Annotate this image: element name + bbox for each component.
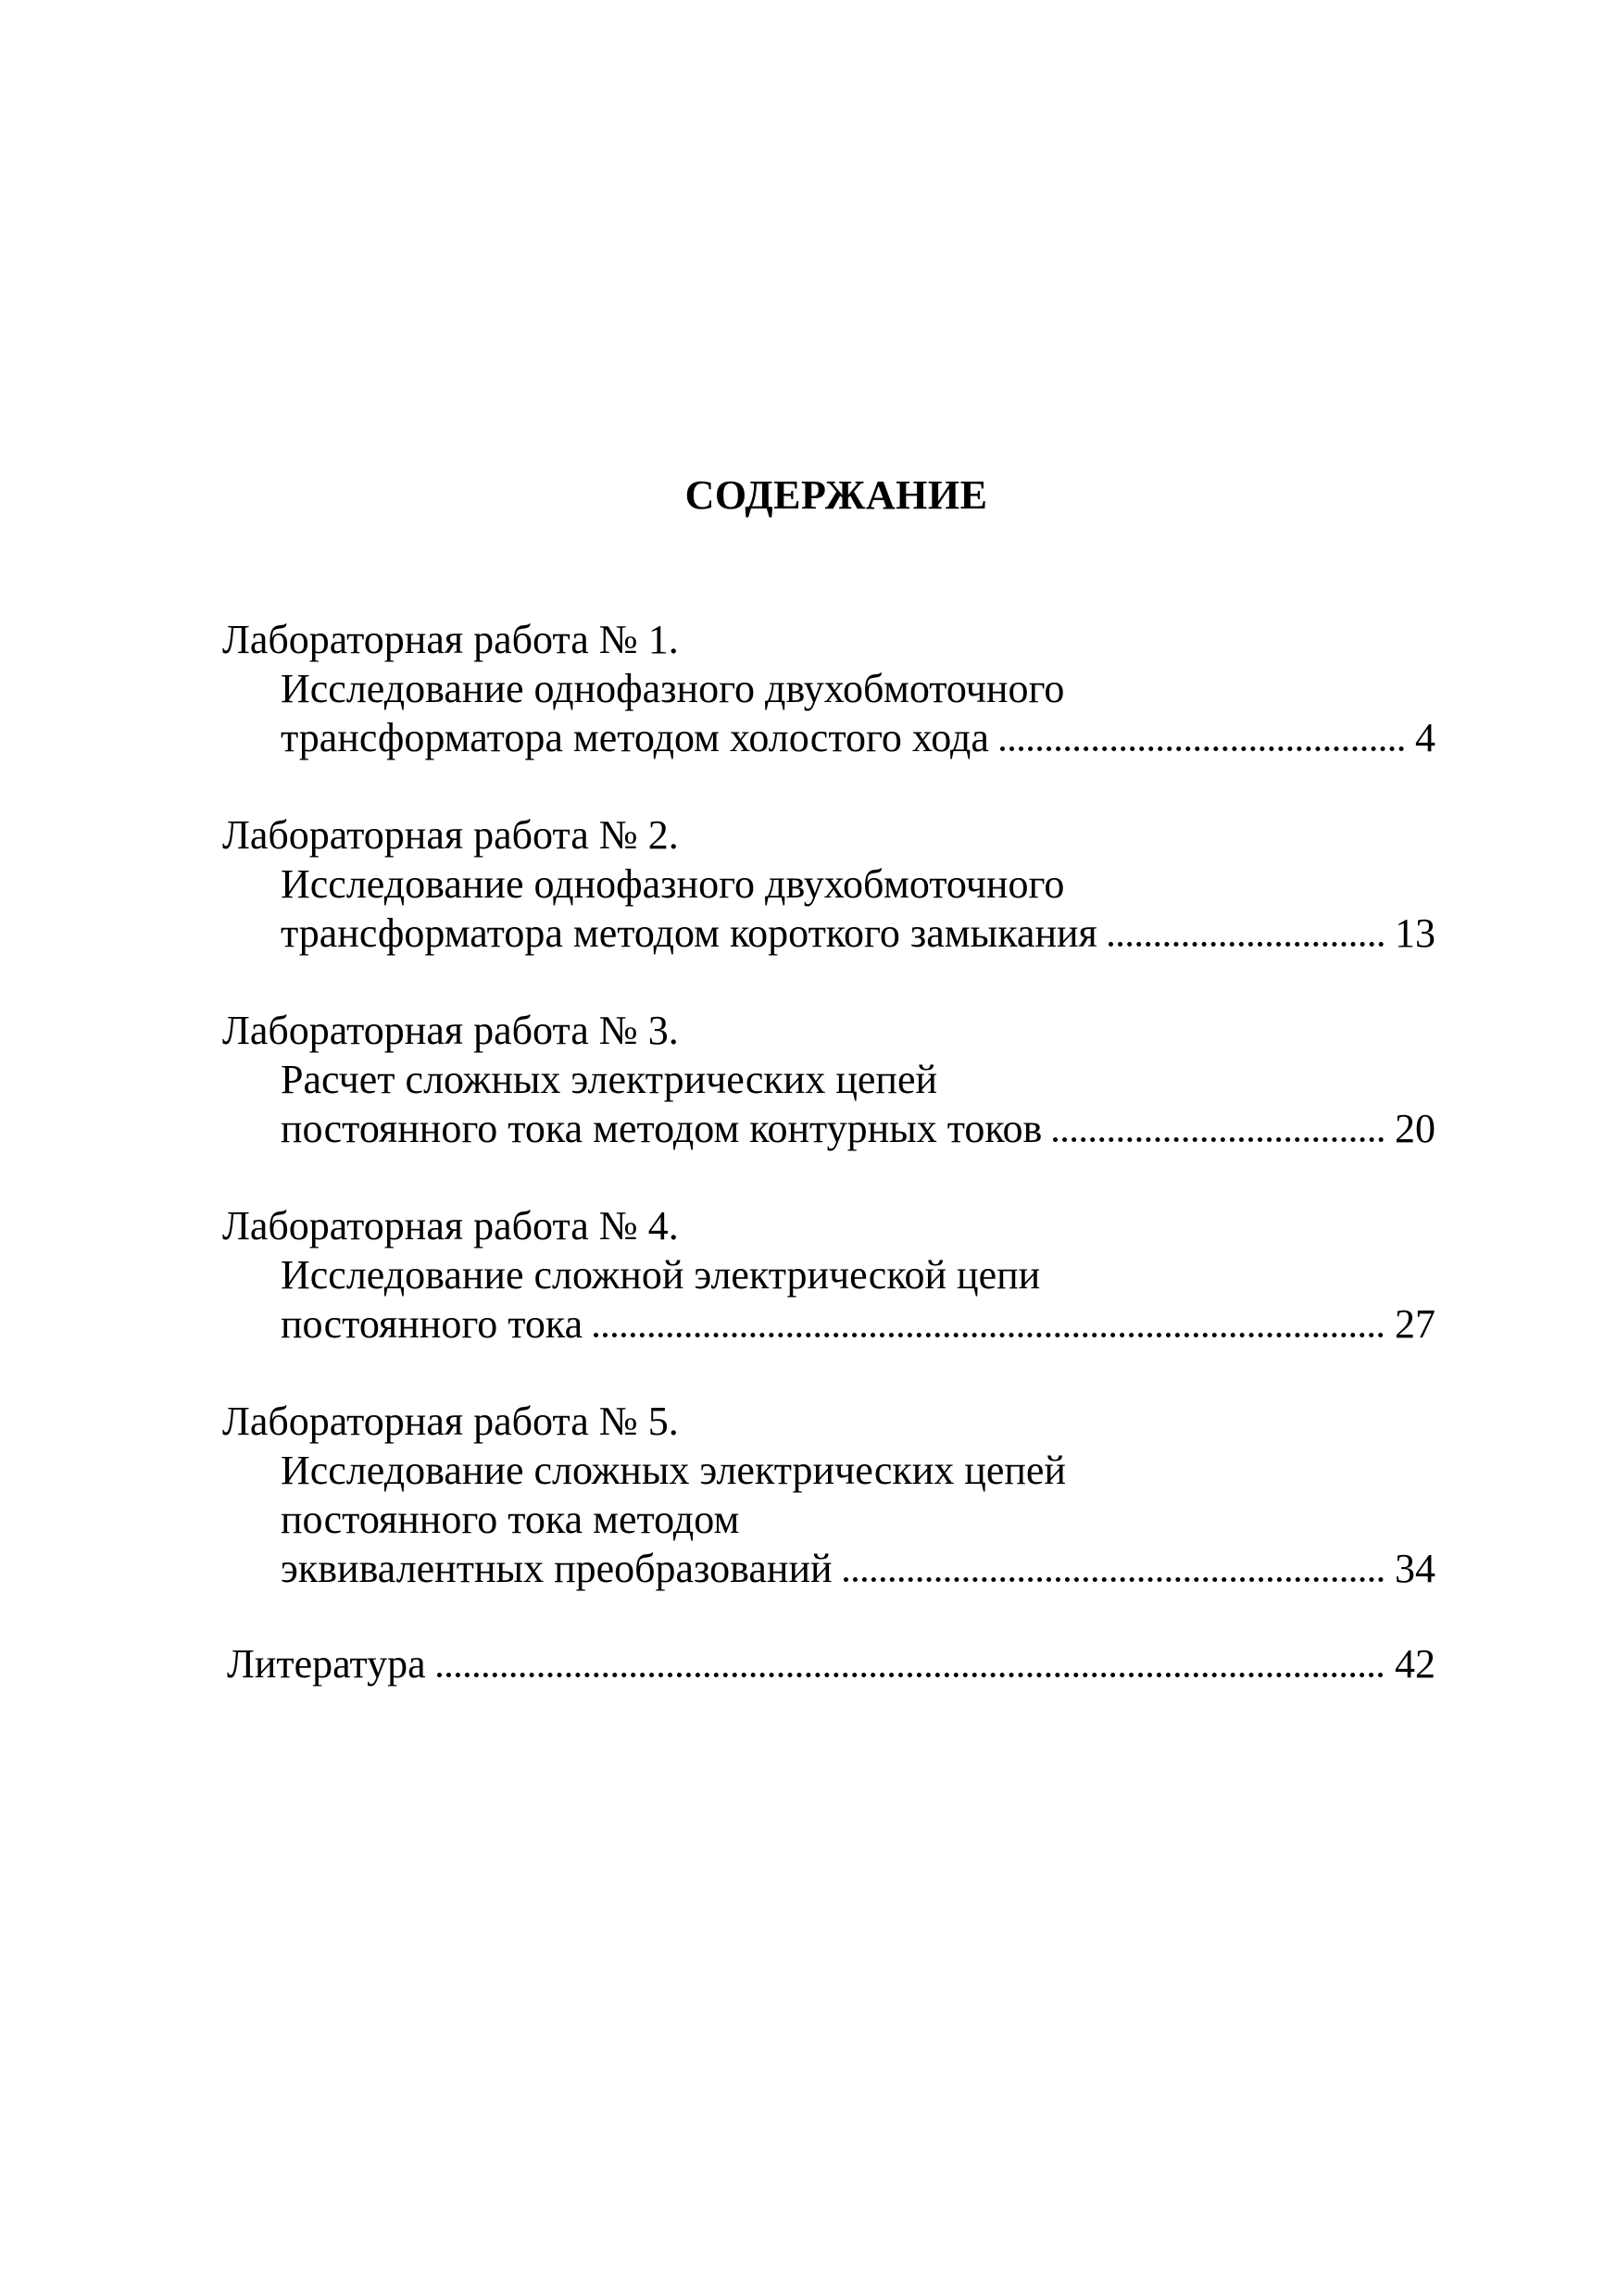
entry-heading: Лабораторная работа № 1. bbox=[222, 617, 679, 662]
toc-entry-2 bbox=[222, 810, 1435, 958]
entry-title-line: постоянного тока методом контурных токов bbox=[281, 1106, 1043, 1151]
literature-label: Литература bbox=[227, 1641, 426, 1687]
entry-title-line: Исследование однофазного двухобмоточного bbox=[281, 861, 1065, 907]
entry-title-line: Исследование однофазного двухобмоточного bbox=[281, 666, 1065, 711]
dot-leader bbox=[1053, 1137, 1384, 1142]
entry-heading: Лабораторная работа № 3. bbox=[222, 1008, 679, 1053]
page-number: 34 bbox=[1395, 1546, 1435, 1591]
dot-leader bbox=[1109, 942, 1384, 947]
entry-dot-line bbox=[222, 1104, 1435, 1153]
page-number: 42 bbox=[1395, 1641, 1435, 1687]
toc-entry-4 bbox=[222, 1201, 1435, 1349]
entry-heading: Лабораторная работа № 2. bbox=[222, 812, 679, 858]
dot-leader bbox=[1000, 747, 1404, 751]
entry-title-line: постоянного тока bbox=[281, 1301, 583, 1347]
toc-entry-1 bbox=[222, 615, 1435, 762]
page-number: 13 bbox=[1395, 910, 1435, 956]
entry-dot-line bbox=[222, 713, 1435, 762]
entry-heading: Лабораторная работа № 4. bbox=[222, 1203, 679, 1248]
toc-entry-5 bbox=[222, 1397, 1435, 1593]
entry-title-line: трансформатора методом короткого замыкания bbox=[281, 910, 1097, 956]
dot-leader bbox=[844, 1577, 1384, 1582]
entry-title-line: трансформатора методом холостого хода bbox=[281, 715, 989, 760]
page-number: 4 bbox=[1415, 715, 1435, 760]
page-title: СОДЕРЖАНИЕ bbox=[684, 472, 988, 518]
entry-dot-line bbox=[222, 909, 1435, 958]
entry-title-line: Исследование сложных электрических цепей bbox=[281, 1448, 1066, 1493]
entry-title-line: постоянного тока методом bbox=[281, 1497, 740, 1542]
entry-heading: Лабораторная работа № 5. bbox=[222, 1399, 679, 1444]
dot-leader bbox=[594, 1333, 1384, 1337]
toc-entry-3 bbox=[222, 1006, 1435, 1153]
entry-dot-line bbox=[222, 1299, 1435, 1349]
table-of-contents bbox=[222, 615, 1435, 1688]
entry-title-line: эквивалентных преобразований bbox=[281, 1546, 833, 1591]
dot-leader bbox=[437, 1673, 1384, 1677]
page-number: 20 bbox=[1395, 1106, 1435, 1151]
toc-entry-literature bbox=[222, 1639, 1435, 1688]
entry-dot-line bbox=[222, 1544, 1435, 1593]
entry-title-line: Расчет сложных электрических цепей bbox=[281, 1057, 938, 1102]
entry-title-line: Исследование сложной электрической цепи bbox=[281, 1252, 1041, 1298]
page-number: 27 bbox=[1395, 1301, 1435, 1347]
